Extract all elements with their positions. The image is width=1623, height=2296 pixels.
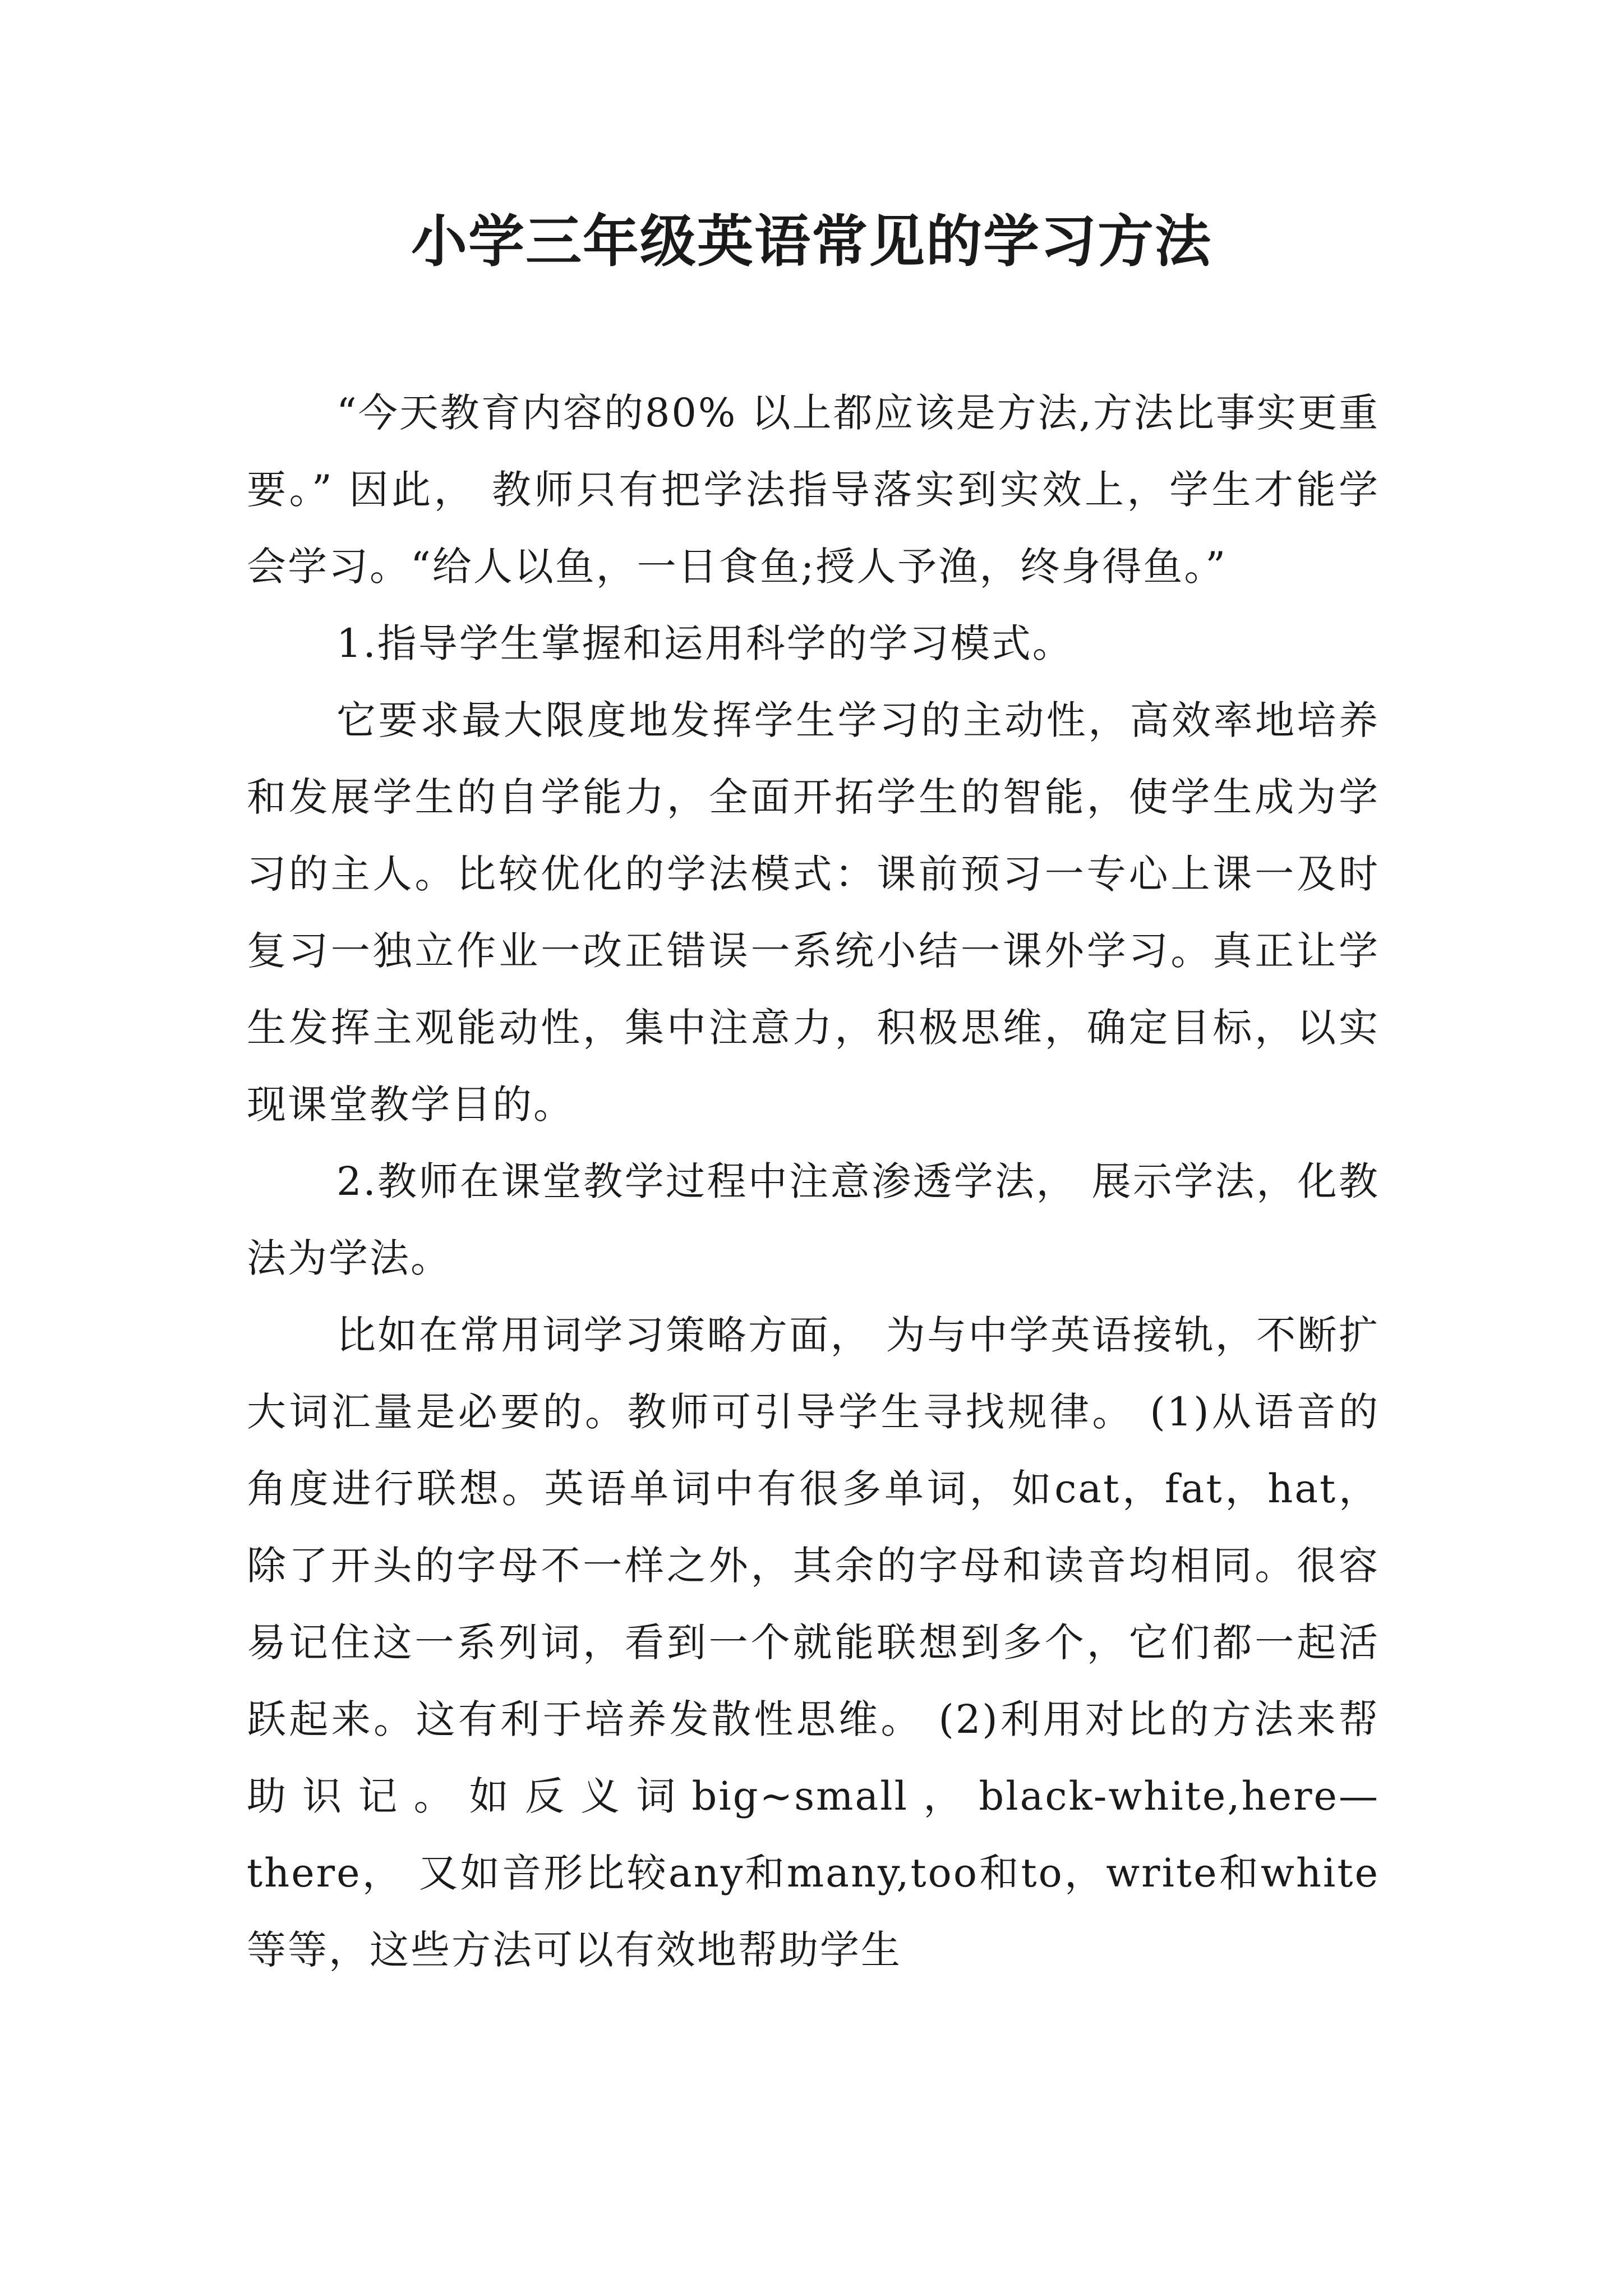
paragraph-intro-quote: “今天教育内容的80% 以上都应该是方法,方法比事实更重要。” 因此， 教师只有把学法指导落实到实效上，学生才能学会学习。“给人以鱼，一日食鱼;授人予渔，终身得鱼。” [247, 390, 1380, 590]
document-title: 小学三年级英语常见的学习方法 [411, 208, 1212, 274]
paragraph-heading-2: 2.教师在课堂教学过程中注意渗透学法， 展示学法，化教法为学法。 [247, 1158, 1380, 1281]
paragraph-learning-model: 它要求最大限度地发挥学生学习的主动性，高效率地培养和发展学生的自学能力，全面开拓学生的智能，使学生成为学习的主人。比较优化的学法模式：课前预习一专心上课一及时复习一独立作业一改正错误一系统小结一课外学习。真正让学生发挥主观能动性，集中注意力，积极思维，确定目标，以实现课堂教学目的。 [247, 697, 1380, 1128]
document-body [247, 375, 1380, 1989]
paragraph-heading-1: 1.指导学生掌握和运用科学的学习模式。 [336, 620, 1073, 666]
paragraph-vocabulary-strategy: 比如在常用词学习策略方面， 为与中学英语接轨，不断扩大词汇量是必要的。教师可引导学生寻找规律。 (1)从语音的角度进行联想。英语单词中有很多单词，如cat，fat，hat， 除了开头的字母不一样之外，其余的字母和读音均相同。很容易记住这一系列词，看到一个就能联想到多个，它们都一起活跃起来。这有利于培养发散性思维。 (2)利用对比的方法来帮助识记。如反义词big~small，black-white,here—there， 又如音形比较any和many,too和to，write和white等等，这些方法可以有效地帮助学生 [247, 1312, 1380, 1973]
